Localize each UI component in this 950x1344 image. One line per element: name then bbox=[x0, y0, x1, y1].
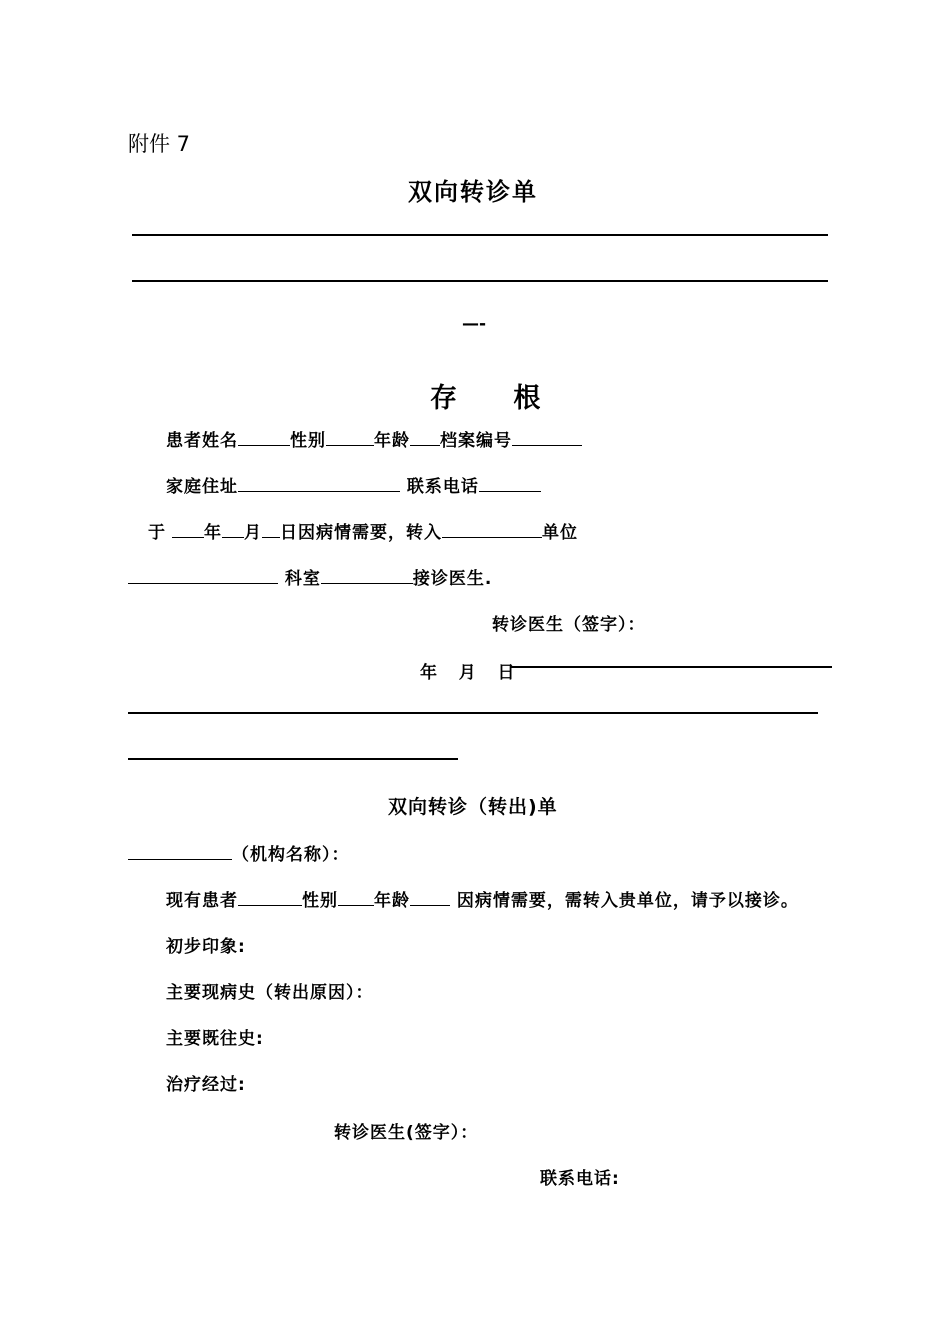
address-field[interactable] bbox=[238, 475, 400, 492]
phone-label: 联系电话 bbox=[406, 477, 479, 497]
form-phone-label: 联系电话: bbox=[540, 1169, 620, 1189]
department-label: 科室 bbox=[284, 569, 321, 589]
form-signature-label: 转诊医生(签字）： bbox=[334, 1123, 479, 1143]
age-label: 年龄 bbox=[374, 431, 410, 451]
attachment-label: 附件 7 bbox=[128, 132, 191, 156]
form-gender-label: 性别 bbox=[302, 891, 338, 911]
form-patient-label: 现有患者 bbox=[166, 891, 238, 911]
form-title: 双向转诊（转出)单 bbox=[388, 796, 558, 818]
cut-line-5 bbox=[128, 758, 458, 760]
stub-title: 存 根 bbox=[430, 383, 541, 414]
organization-field[interactable] bbox=[128, 843, 232, 860]
age-field[interactable] bbox=[410, 429, 440, 446]
form-gender-field[interactable] bbox=[338, 889, 374, 906]
stub-line-address bbox=[166, 472, 541, 497]
transfer-prefix: 于 bbox=[148, 523, 166, 543]
address-label: 家庭住址 bbox=[166, 477, 238, 497]
unit-label: 单位 bbox=[542, 523, 578, 543]
year-label: 年 bbox=[204, 523, 222, 543]
form-request-text: 因病情需要，需转入贵单位，请予以接诊。 bbox=[456, 891, 799, 911]
form-patient-line bbox=[166, 886, 799, 911]
stub-signature-label: 转诊医生（签字）： bbox=[492, 615, 646, 635]
gender-field[interactable] bbox=[326, 429, 374, 446]
month-label: 月 bbox=[244, 523, 262, 543]
present-history-label: 主要现病史（转出原因）： bbox=[166, 983, 374, 1003]
phone-field[interactable] bbox=[479, 475, 541, 492]
month-field[interactable] bbox=[222, 521, 244, 538]
form-age-field[interactable] bbox=[410, 889, 450, 906]
past-history-label: 主要既往史: bbox=[166, 1029, 264, 1049]
file-number-label: 档案编号 bbox=[440, 431, 512, 451]
stub-line-patient bbox=[166, 426, 582, 451]
day-field[interactable] bbox=[262, 521, 280, 538]
page-title: 双向转诊单 bbox=[408, 178, 538, 206]
stub-line-department bbox=[128, 564, 492, 589]
patient-name-label: 患者姓名 bbox=[166, 431, 238, 451]
org-label: （机构名称）： bbox=[232, 845, 350, 865]
target-unit-field[interactable] bbox=[442, 521, 542, 538]
cut-line-3 bbox=[510, 666, 832, 668]
day-reason-label: 日因病情需要，转入 bbox=[280, 523, 442, 543]
department-field[interactable] bbox=[321, 567, 413, 584]
cut-line-2 bbox=[132, 280, 828, 282]
org-line bbox=[128, 840, 350, 865]
patient-name-field[interactable] bbox=[238, 429, 290, 446]
initial-impression-label: 初步印象: bbox=[166, 937, 246, 957]
cut-line-4 bbox=[128, 712, 818, 714]
gender-label: 性别 bbox=[290, 431, 326, 451]
stub-line-transfer bbox=[148, 518, 578, 543]
year-field[interactable] bbox=[172, 521, 204, 538]
cut-line-tail: —- bbox=[462, 314, 487, 334]
cut-line-1 bbox=[132, 234, 828, 236]
form-patient-field[interactable] bbox=[238, 889, 302, 906]
file-number-field[interactable] bbox=[512, 429, 582, 446]
receiving-doctor-label: 接诊医生. bbox=[412, 569, 493, 589]
treatment-label: 治疗经过: bbox=[166, 1075, 246, 1095]
hospital-field[interactable] bbox=[128, 567, 278, 584]
stub-date-label: 年 月 日 bbox=[420, 663, 516, 683]
form-age-label: 年龄 bbox=[374, 891, 410, 911]
